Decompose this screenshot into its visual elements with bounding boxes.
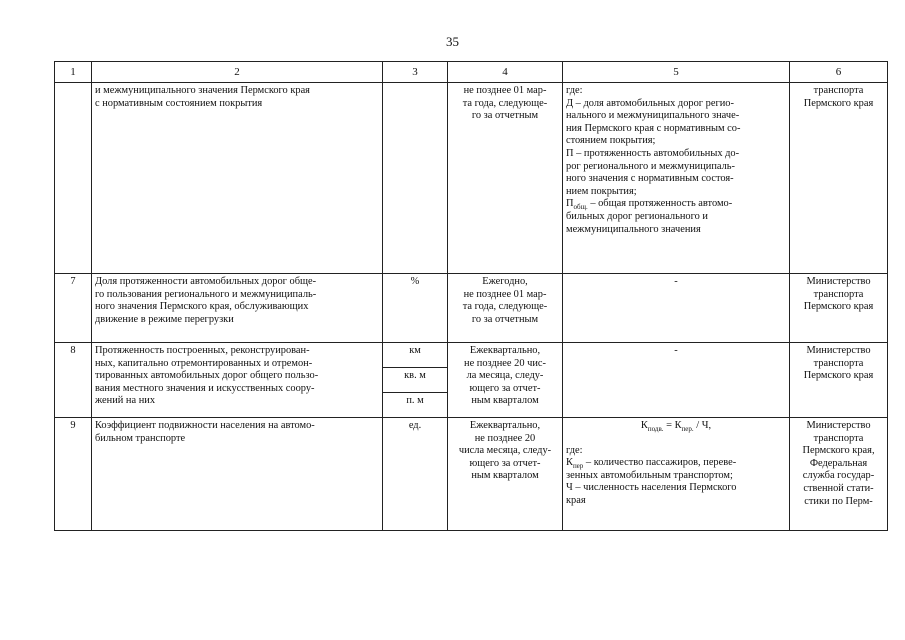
table-header-row [55, 62, 888, 83]
row-number-cell [55, 83, 92, 274]
period-cell: Ежеквартально, не позднее 20 чис- ла месяца, следу- ющего за отчет- ным кварталом [448, 343, 563, 418]
indicator-name-cell: Коэффициент подвижности населения на автомо- бильном транспорте [92, 418, 383, 531]
column-header: 4 [448, 62, 563, 83]
table-row [55, 83, 888, 274]
indicator-name-cell: Протяженность построенных, реконструирован- ных, капитально отремонтированных и отремон- тированных автомобильных дорог общего пользо- вания местного значения и искусственных соору- жений на них [92, 343, 383, 418]
unit-cell: ед. [383, 418, 448, 531]
page-number: 35 [446, 34, 459, 49]
row-number-cell: 8 [55, 343, 92, 418]
source-cell: Министерство транспорта Пермского края, Федеральная служба государ- ственной стати- стики по Перм- [790, 418, 888, 531]
formula: $К_{подв.} = К_{пер.} / Ч$, [640, 420, 712, 434]
source-cell: Министерство транспорта Пермского края [790, 274, 888, 343]
period-cell: не позднее 01 мар- та года, следующе- го за отчетным [448, 83, 563, 274]
indicator-name-cell: и межмуниципального значения Пермского края с нормативным состоянием покрытия [92, 83, 383, 274]
unit-cell [383, 83, 448, 274]
column-header: 2 [92, 62, 383, 83]
indicators-table [54, 61, 888, 531]
column-header: 3 [383, 62, 448, 83]
unit-cell: % [383, 274, 448, 343]
method-cell: - [563, 274, 790, 343]
row-number-cell: 9 [55, 418, 92, 531]
table-row [55, 418, 888, 531]
unit-cell: км [383, 343, 448, 368]
row-number-cell: 7 [55, 274, 92, 343]
table-row [55, 343, 888, 368]
table-row [55, 274, 888, 343]
column-header: 6 [790, 62, 888, 83]
indicator-name-cell: Доля протяженности автомобильных дорог обще- го пользования регионального и межмуниципаль- ного значения Пермского края, обслуживающих движение в режиме перегрузки [92, 274, 383, 343]
unit-cell: п. м [383, 393, 448, 418]
column-header: 1 [55, 62, 92, 83]
unit-cell: кв. м [383, 368, 448, 393]
column-header: 5 [563, 62, 790, 83]
period-cell: Ежегодно, не позднее 01 мар- та года, следующе- го за отчетным [448, 274, 563, 343]
source-cell: Министерство транспорта Пермского края [790, 343, 888, 418]
period-cell: Ежеквартально, не позднее 20 числа месяца, следу- ющего за отчет- ным кварталом [448, 418, 563, 531]
source-cell: транспорта Пермского края [790, 83, 888, 274]
method-cell: - [563, 343, 790, 418]
method-cell: где: Д – доля автомобильных дорог регио- нального и межмуниципального значе- ния Пермского края с нормативным со- стоянием покрытия; П – протяженность автомобильных до- рог регионального и межмуниципаль- ного значения с нормативным состоя- нием покрытия; $П_{общ.}$ – общая протяженность автомо- бильных дорог регионального и межмуниципального значения [563, 83, 790, 274]
method-cell: $К_{подв.} = К_{пер.} / Ч$, где: $К_{пер}$ – количество пассажиров, переве- зенных автомобильным транспортом; Ч – численность населения Пермского края [563, 418, 790, 531]
